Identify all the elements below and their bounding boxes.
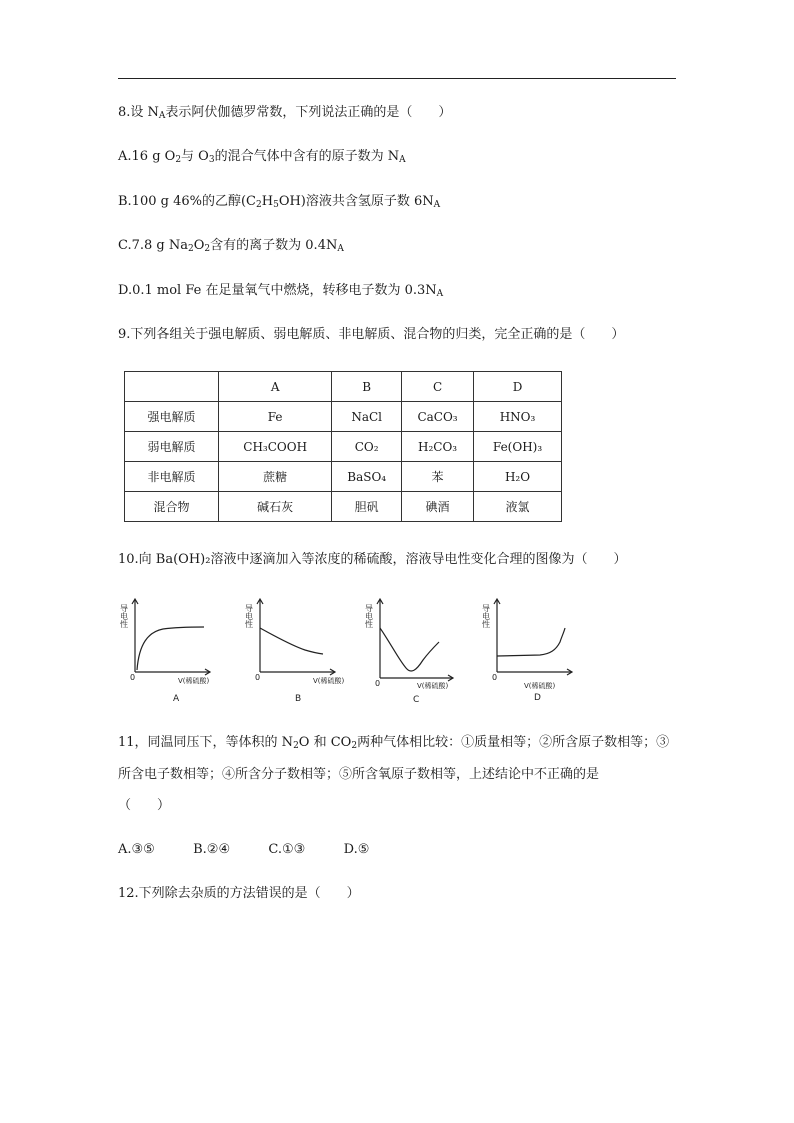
table-row	[125, 492, 562, 522]
table-cell	[125, 372, 219, 402]
graph-d	[480, 594, 590, 704]
q9-stem: 9.下列各组关于强电解质、弱电解质、非电解质、混合物的归类，完全正确的是（ ）	[118, 327, 625, 342]
table-cell: CH₃COOH	[219, 432, 332, 462]
table-cell: 非电解质	[125, 462, 219, 492]
q11-line-1: 11，同温同压下，等体积的 $N_2O$ 和 $CO_2$两种气体相比较：①质量相等；②所含原子数相等；③	[118, 735, 670, 751]
x-label-c: V(稀硫酸)	[417, 682, 449, 690]
table-cell: 碘酒	[402, 492, 474, 522]
graph-b	[243, 594, 353, 704]
table-cell: CO₂	[332, 432, 402, 462]
q12-stem: 12.下列除去杂质的方法错误的是（ ）	[118, 886, 360, 901]
table-cell: 蔗糖	[219, 462, 332, 492]
curve-c	[380, 628, 439, 671]
curve-a	[137, 627, 204, 670]
q10-stem: 10.向 Ba(OH)₂溶液中逐滴加入等浓度的稀硫酸，溶液导电性变化合理的图像为（ ）	[118, 552, 627, 567]
q11-option-c: C.①③	[268, 842, 306, 857]
origin-a: 0	[130, 673, 136, 682]
q11-options	[118, 841, 369, 859]
table-cell: BaSO₄	[332, 462, 402, 492]
q8-option-c: C.7.8 g $Na_2O_2$含有的离子数为 $0.4N_A$	[118, 238, 344, 254]
q11-line-2: 所含电子数相等；④所含分子数相等；⑤所含氧原子数相等，上述结论中不正确的是	[118, 767, 600, 782]
table-cell: 弱电解质	[125, 432, 219, 462]
graph-label-d: D	[534, 693, 541, 703]
table-row	[125, 462, 562, 492]
curve-d	[497, 628, 565, 656]
table-cell: H₂CO₃	[402, 432, 474, 462]
q11-line-3: （ ）	[118, 798, 171, 813]
table-row	[125, 402, 562, 432]
q11-option-a: A.③⑤	[118, 842, 155, 857]
table-cell: Fe(OH)₃	[474, 432, 562, 462]
table-cell: 苯	[402, 462, 474, 492]
graph-c	[363, 594, 473, 704]
x-label-a: V(稀硫酸)	[178, 677, 210, 685]
graph-label-c: C	[413, 695, 420, 705]
q11-option-b: B.②④	[193, 842, 231, 857]
graph-a	[118, 594, 228, 704]
q8-stem: 8.设 $N_A$表示阿伏伽德罗常数，下列说法正确的是（ ）	[118, 105, 452, 121]
origin-b: 0	[255, 673, 261, 682]
table-cell: D	[474, 372, 562, 402]
curve-b	[260, 628, 323, 654]
table-cell: 碱石灰	[219, 492, 332, 522]
y-label-a: 导电性	[119, 604, 129, 628]
table-cell: 强电解质	[125, 402, 219, 432]
table-header-row	[125, 372, 562, 402]
table-cell: 混合物	[125, 492, 219, 522]
table-row	[125, 432, 562, 462]
y-label-b: 导电性	[244, 604, 254, 628]
x-label-d: V(稀硫酸)	[524, 682, 556, 690]
y-label-c: 导电性	[364, 604, 374, 628]
graph-label-a: A	[173, 694, 180, 704]
q8-option-a: A.16 g $O_2$与 $O_3$的混合气体中含有的原子数为 $N_A$	[118, 149, 406, 165]
table-cell: H₂O	[474, 462, 562, 492]
origin-c: 0	[375, 679, 381, 688]
graph-label-b: B	[295, 694, 302, 704]
table-cell: 液氯	[474, 492, 562, 522]
q11-option-d: D.⑤	[343, 842, 370, 857]
table-cell: C	[402, 372, 474, 402]
q8-option-d: D.0.1 mol Fe 在足量氧气中燃烧，转移电子数为 $0.3N_A$	[118, 283, 444, 299]
table-cell: A	[219, 372, 332, 402]
q8-option-b: B.100 g 46%的乙醇$(C_2H_5OH)$溶液共含氢原子数 $6N_A$	[118, 194, 441, 210]
table-cell: B	[332, 372, 402, 402]
table-cell: CaCO₃	[402, 402, 474, 432]
q9-table	[124, 371, 562, 522]
y-label-d: 导电性	[481, 604, 491, 628]
table-cell: Fe	[219, 402, 332, 432]
table-cell: HNO₃	[474, 402, 562, 432]
table-cell: NaCl	[332, 402, 402, 432]
origin-d: 0	[492, 673, 498, 682]
header-rule	[118, 78, 676, 79]
x-label-b: V(稀硫酸)	[313, 677, 345, 685]
table-cell: 胆矾	[332, 492, 402, 522]
